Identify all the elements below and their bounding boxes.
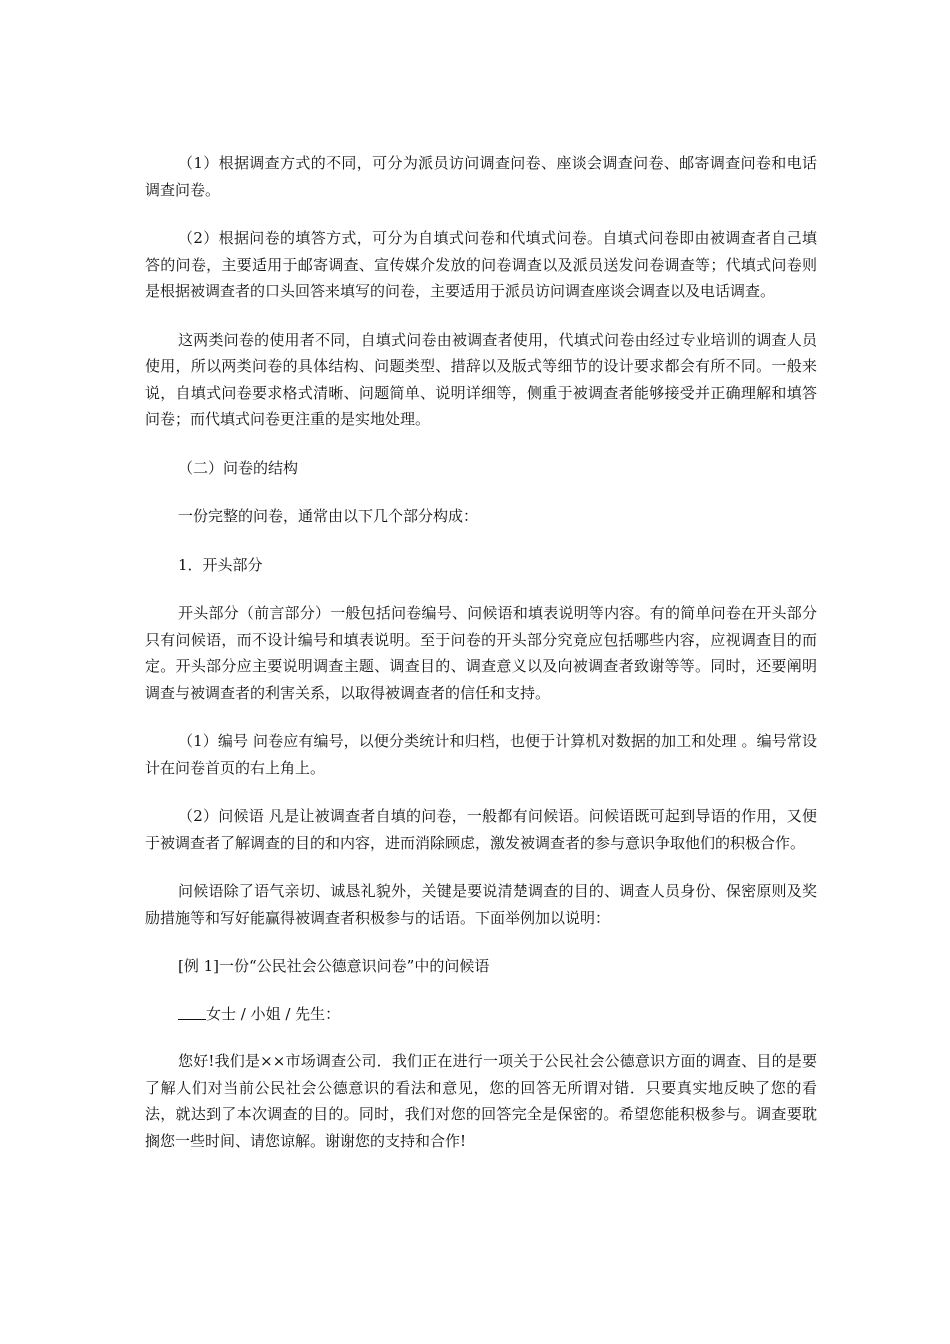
salutation-text: 女士 / 小姐 / 先生： <box>206 1004 341 1023</box>
paragraph-classification-by-filling: （2）根据问卷的填答方式，可分为自填式问卷和代填式问卷。自填式问卷即由被调查者自己填答的问卷，主要适用于邮寄调查、宣传媒介发放的问卷调查以及派员送发问卷调查等；代填式问卷则是根据被调查者的口头回答来填写的问卷，主要适用于派员访问调查座谈会调查以及电话调查。 <box>145 229 817 300</box>
example-greeting-body: 您好!我们是××市场调查公司．我们正在进行一项关于公民社会公德意识方面的调查、目的是要了解人们对当前公民社会公德意识的看法和意见，您的回答无所谓对错．只要真实地反映了您的看法，就达到了本次调查的目的。同时，我们对您的回答完全是保密的。希望您能积极参与。调查要耽搁您一些时间、请您谅解。谢谢您的支持和合作! <box>145 1052 817 1150</box>
paragraph-structure-intro: 一份完整的问卷，通常由以下几个部分构成： <box>178 507 479 525</box>
section-heading-structure: （二）问卷的结构 <box>178 458 299 477</box>
paragraph-numbering: （1）编号 问卷应有编号，以便分类统计和归档，也便于计算机对数据的加工和处理 。编号常设计在问卷首页的右上角上。 <box>145 732 817 777</box>
example-salutation <box>145 1001 817 1028</box>
paragraph-two-types-users: 这两类问卷的使用者不同，自填式问卷由被调查者使用，代填式问卷由经过专业培训的调查人员使用，所以两类问卷的具体结构、问题类型、措辞以及版式等细节的设计要求都会有所不同。一般来说，自填式问卷要求格式清晰、问题简单、说明详细等，侧重于被调查者能够接受并正确理解和填答问卷；而代填式问卷更注重的是实地处理。 <box>145 330 817 428</box>
paragraph-opening-part: 开头部分（前言部分）一般包括问卷编号、问候语和填表说明等内容。有的简单问卷在开头部分只有问候语，而不设计编号和填表说明。至于问卷的开头部分究竟应包括哪些内容，应视调查目的而定。开头部分应主要说明调查主题、调查目的、调查意义以及向被调查者致谢等等。同时，还要阐明调查与被调查者的利害关系，以取得被调查者的信任和支持。 <box>145 604 817 702</box>
example-title: [例 1]一份“公民社会公德意识问卷”中的问候语 <box>178 957 490 975</box>
subheading-opening-part: 1．开头部分 <box>178 555 263 574</box>
salutation-blank-line <box>178 1004 206 1020</box>
paragraph-greeting: （2）问候语 凡是让被调查者自填的问卷，一般都有问候语。问候语既可起到导语的作用，又便于被调查者了解调查的目的和内容，进而消除顾虑，激发被调查者的参与意识争取他们的积极合作。 <box>145 807 817 852</box>
paragraph-classification-by-method: （1）根据调查方式的不同，可分为派员访问调查问卷、座谈会调查问卷、邮寄调查问卷和电话调查问卷。 <box>145 154 817 199</box>
document-body <box>145 150 817 1176</box>
paragraph-greeting-requirements: 问候语除了语气亲切、诚恳礼貌外，关键是要说清楚调查的目的、调查人员身份、保密原则及奖励措施等和写好能赢得被调查者积极参与的话语。下面举例加以说明： <box>145 882 817 927</box>
